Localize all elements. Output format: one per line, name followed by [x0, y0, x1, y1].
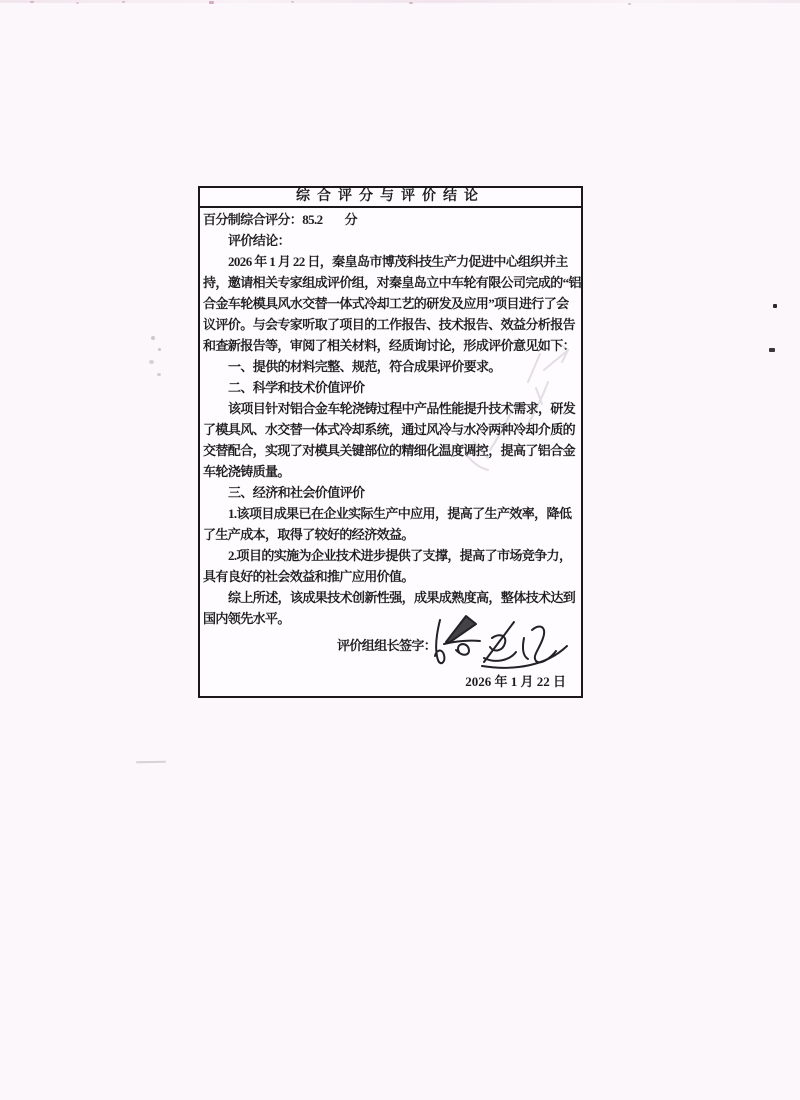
- text-line: 一、提供的材料完整、规范，符合成果评价要求。: [228, 359, 501, 374]
- signature-label: 评价组组长签字：: [337, 638, 437, 653]
- scan-speck: [30, 1, 34, 3]
- scan-smudge: [149, 360, 154, 364]
- section-title: 综合评分与评价结论: [200, 188, 581, 208]
- scan-smudge: [157, 373, 161, 376]
- scan-smudge: [158, 348, 161, 351]
- overall-score-line: [203, 209, 578, 230]
- scan-smudge: [151, 336, 155, 340]
- text-line: 议评价。与会专家听取了项目的工作报告、技术报告、效益分析报告: [203, 317, 576, 332]
- scan-speck: [769, 348, 775, 352]
- handwritten-signature: [426, 608, 574, 672]
- text-line: 该项目针对铝合金车轮浇铸过程中产品性能提升技术需求，研发: [228, 401, 576, 416]
- text-line: 评价结论：: [228, 233, 291, 248]
- scan-speck: [628, 3, 631, 5]
- score-value: 85.2: [302, 212, 323, 227]
- text-line: 具有良好的社会效益和推广应用价值。: [203, 569, 414, 584]
- text-line: 了模具风、水交替一体式冷却系统，通过风冷与水冷两种冷却介质的: [203, 422, 576, 437]
- text-line: 和查新报告等，审阅了相关材料，经质询讨论，形成评价意见如下：: [203, 338, 576, 353]
- text-line: 国内领先水平。: [203, 611, 290, 626]
- text-line: 1.该项目成果已在企业实际生产中应用，提高了生产效率，降低: [228, 506, 572, 521]
- text-line: 二、科学和技术价值评价: [228, 380, 365, 395]
- text-line: 交替配合，实现了对模具关键部位的精细化温度调控，提高了铝合金: [203, 443, 576, 458]
- text-line: 2026 年 1 月 22 日，秦皇岛市博茂科技生产力促进中心组织并主: [228, 254, 568, 269]
- text-line: 车轮浇铸质量。: [203, 464, 290, 479]
- text-line: 合金车轮模具风水交替一体式冷却工艺的研发及应用”项目进行了会: [203, 296, 569, 311]
- text-line: 综上所述，该成果技术创新性强，成果成熟度高，整体技术达到: [228, 590, 576, 605]
- text-line: 持，邀请相关专家组成评价组，对秦皇岛立中车轮有限公司完成的“铝: [203, 275, 581, 290]
- scan-speck: [773, 304, 777, 308]
- evaluation-date: 2026 年 1 月 22 日: [465, 674, 566, 689]
- text-line: 了生产成本，取得了较好的经济效益。: [203, 527, 414, 542]
- score-label: 百分制综合评分：: [203, 212, 303, 227]
- scan-speck: [76, 2, 79, 4]
- scan-speck: [409, 2, 413, 4]
- scan-speck: [122, 1, 125, 3]
- scan-edge-noise: [0, 0, 800, 3]
- text-line: 三、经济和社会价值评价: [228, 485, 365, 500]
- scan-smudge: [136, 761, 166, 764]
- text-line: 2.项目的实施为企业技术进步提供了支撑，提高了市场竞争力，: [228, 548, 572, 563]
- stamp-ghost-mark: [444, 332, 584, 482]
- scan-speck: [291, 1, 294, 3]
- scan-speck: [209, 1, 214, 4]
- score-unit: 分: [344, 212, 357, 227]
- evaluation-table: [198, 186, 583, 698]
